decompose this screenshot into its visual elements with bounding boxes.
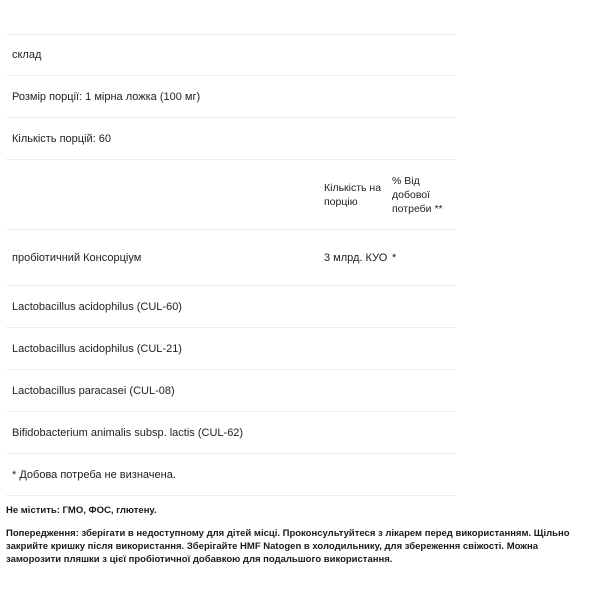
- strain-row: [6, 328, 456, 370]
- warning-note: Попередження: зберігати в недоступному для дітей місці. Проконсультуйтеся з лікарем перед використанням. Щільно закрийте кришку після використання. Зберігайте HMF Natogen в холодильнику, для збереження свіжості. Можна заморозити пляшки з цієї пробіотичної добавкою для подальшого використання.: [6, 528, 570, 565]
- blend-daily-value: *: [392, 251, 397, 264]
- serving-size-text: Розмір порції: 1 мірна ложка (100 мг): [12, 90, 201, 103]
- amount-header: Кількість на порцію: [324, 181, 382, 208]
- serving-size-row: [6, 76, 456, 118]
- blend-name: пробіотичний Консорціум: [12, 251, 142, 264]
- strain-row: [6, 370, 456, 412]
- supplement-facts-table: [6, 0, 456, 496]
- table-title-row: [6, 34, 456, 76]
- daily-value-header: % Від добової потреби **: [392, 174, 443, 215]
- column-header-row: [6, 160, 456, 230]
- free-from-note: Не містить: ГМО, ФОС, глютену.: [6, 505, 157, 516]
- blend-row: [6, 230, 456, 286]
- strain-row: [6, 286, 456, 328]
- table-title: склад: [12, 49, 42, 61]
- strain-name: Lactobacillus acidophilus (CUL-21): [12, 342, 182, 355]
- strain-name: Lactobacillus acidophilus (CUL-60): [12, 300, 182, 313]
- strain-row: [6, 412, 456, 454]
- servings-row: [6, 118, 456, 160]
- footnote-text: * Добова потреба не визначена.: [12, 468, 176, 481]
- blend-amount: 3 млрд. КУО: [324, 251, 388, 264]
- servings-text: Кількість порцій: 60: [12, 132, 112, 145]
- strain-name: Bifidobacterium animalis subsp. lactis (CUL-62): [12, 426, 244, 439]
- footnote-row: [6, 454, 456, 496]
- strain-name: Lactobacillus paracasei (CUL-08): [12, 384, 175, 397]
